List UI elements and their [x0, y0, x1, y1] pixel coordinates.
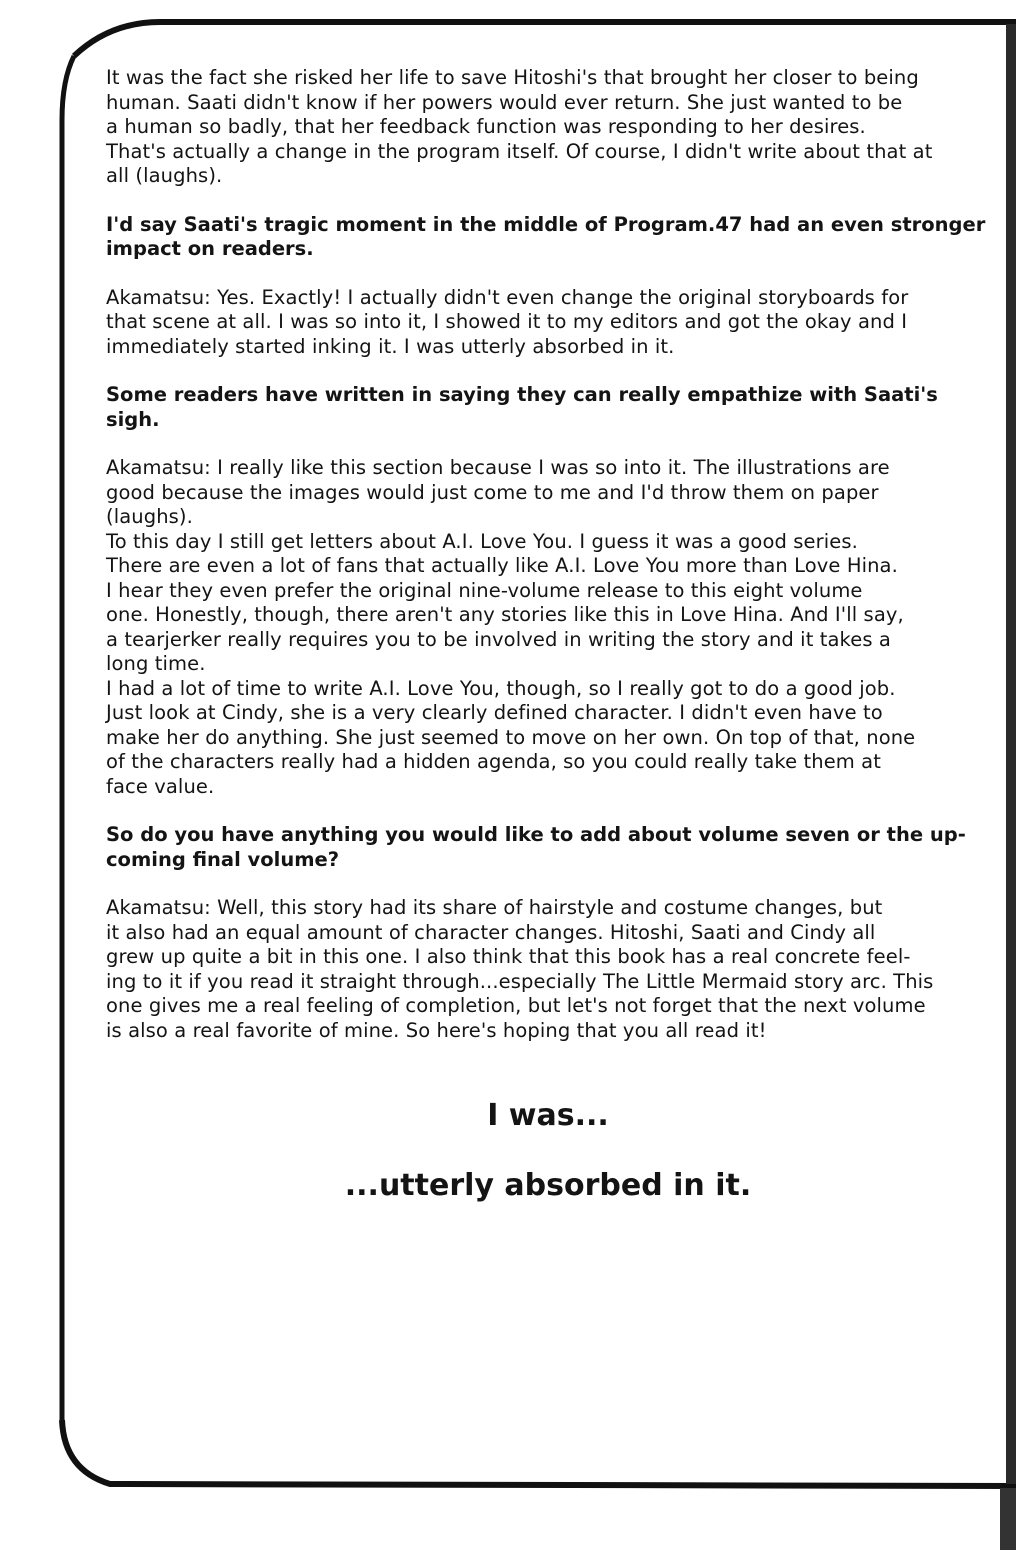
pull-quote-line-1: I was...	[487, 1098, 609, 1133]
article-paragraph: It was the fact she risked her life to save Hitoshi's that brought her closer to being human. Saati didn't know if her powers would ever return. She just wanted to be a human so badly, that her feedback function was responding to her desires. That's actually a change in the program itself. Of course, I didn't write about that at all (laughs).	[106, 66, 933, 187]
interview-question: I'd say Saati's tragic moment in the middle of Program.47 had an even stronger impact on readers.	[106, 212, 986, 260]
interview-question: Some readers have written in saying they can really empathize with Saati's sigh.	[106, 383, 938, 431]
article-body	[106, 66, 986, 1067]
article-paragraph: Akamatsu: I really like this section because I was so into it. The illustrations are good because the images would just come to me and I'd throw them on paper (laughs). To this day I still get letters about A.I. Love You. I guess it was a good series. There are even a lot of fans that actually like A.I. Love You more than Love Hina. I hear they even prefer the original nine-volume release to this eight volume one. Honestly, though, there aren't any stories like this in Love Hina. And I'll say, a tearjerker really requires you to be involved in writing the story and it takes a long time. I had a lot of time to write A.I. Love You, though, so I really got to do a good job. Just look at Cindy, she is a very clearly defined character. I didn't even have to make her do anything. She just seemed to move on her own. On top of that, none of the characters really had a hidden agenda, so you could really take them at face value.	[106, 456, 916, 798]
article-paragraph: Akamatsu: Yes. Exactly! I actually didn't even change the original storyboards for that scene at all. I was so into it, I showed it to my editors and got the okay and I immediately started inking it. I was utterly absorbed in it.	[106, 285, 909, 358]
interview-question: So do you have anything you would like to add about volume seven or the up- coming final volume?	[106, 823, 966, 871]
article-paragraph: Akamatsu: Well, this story had its share of hairstyle and costume changes, but it also had an equal amount of character changes. Hitoshi, Saati and Cindy all grew up quite a bit in this one. I also think that this book has a real concrete feel- ing to it if you read it straight through...especially The Little Mermaid story arc. This one gives me a real feeling of completion, but let's not forget that the next volume is also a real favorite of mine. So here's hoping that you all read it!	[106, 896, 934, 1042]
pull-quote-line-2: ...utterly absorbed in it.	[344, 1168, 752, 1203]
